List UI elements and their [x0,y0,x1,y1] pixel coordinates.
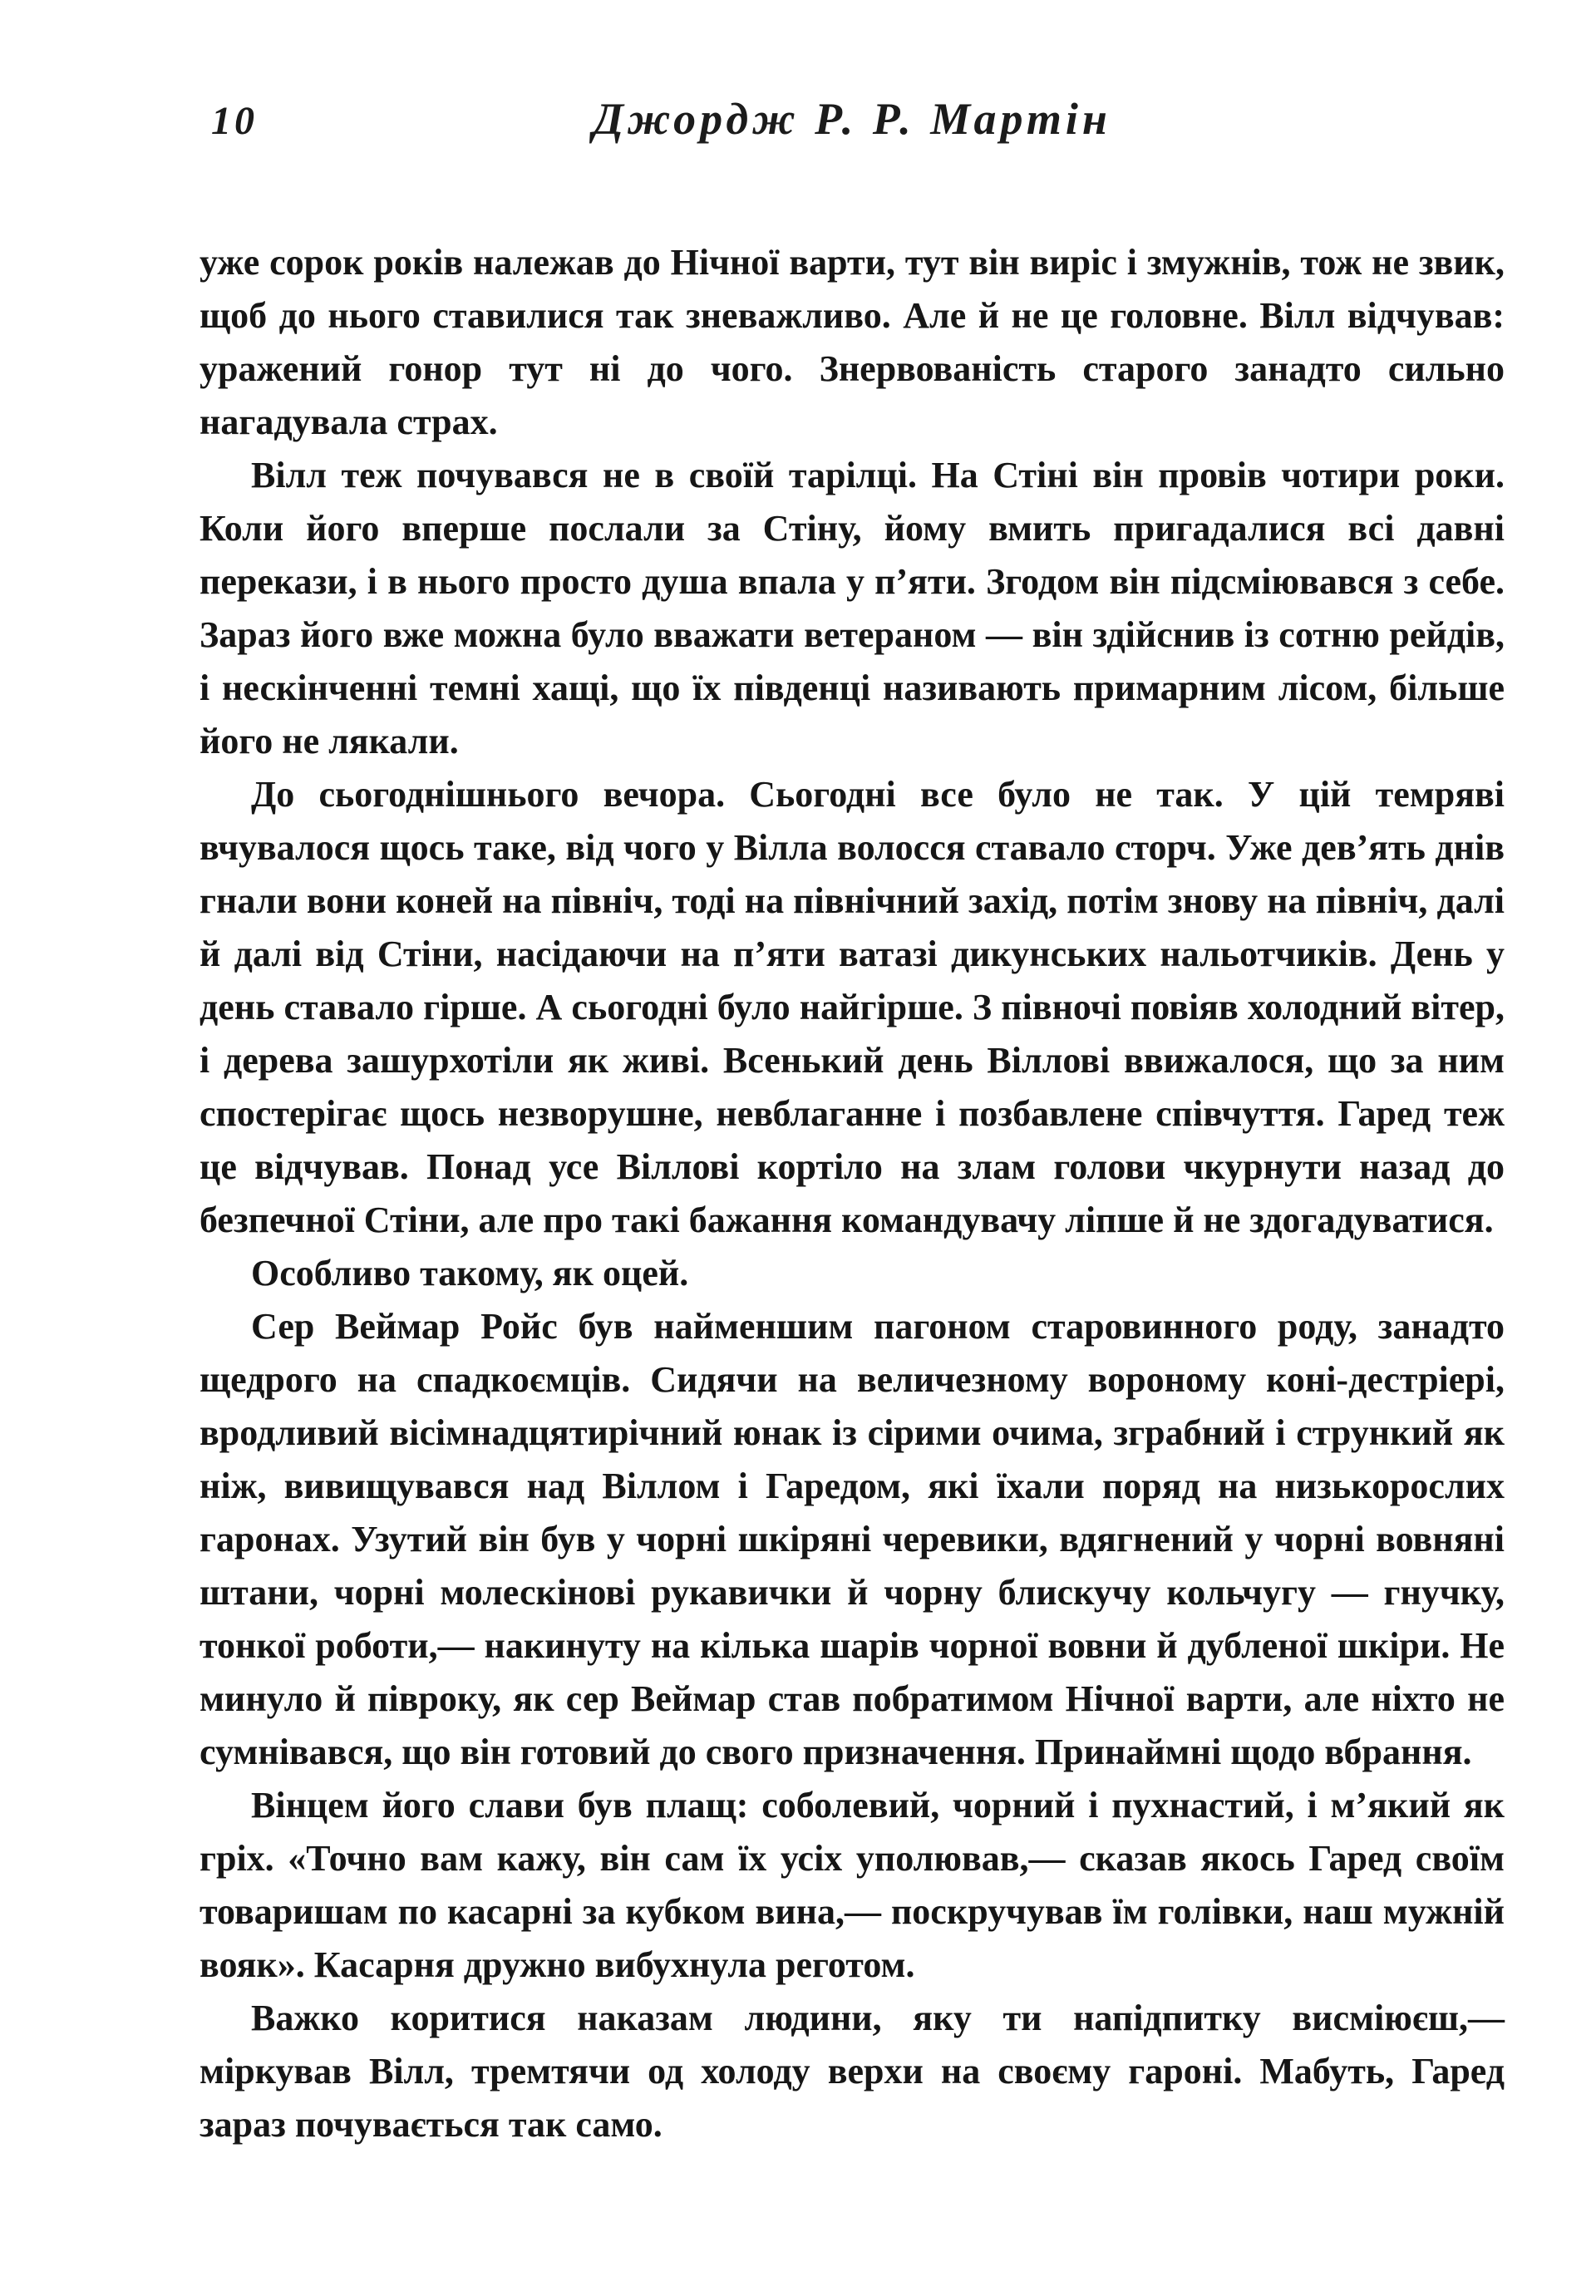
body-text [200,236,1505,2151]
paragraph: Вінцем його слави був плащ: соболевий, чорний і пухнастий, і м’який як гріх. «Точно вам кажу, він сам їх усіх уполював,— сказав якось Гаред своїм товаришам по касарні за кубком вина,— поскручував їм голівки, наш мужній вояк». Касарня дружно вибухнула реготом. [200,1785,1505,1985]
paragraph: До сьогоднішнього вечора. Сьогодні все було не так. У цій темряві вчувалося щось таке, від чого у Вілла волосся ставало сторч. Уже дев’ять днів гнали вони коней на північ, тоді на північний захід, потім знову на північ, далі й далі від Стіни, насідаючи на п’яти ватазі дикунських нальотчиків. День у день ставало гірше. А сьогодні було найгірше. З півночі повіяв холодний вітер, і дерева зашурхотіли як живі. Всенький день Віллові ввижалося, що за ним спостерігає щось незворушне, невблаганне і позбавлене співчуття. Гаред теж це відчував. Понад усе Віллові кортіло на злам голови чкурнути назад до безпечної Стіни, але про такі бажання командувачу ліпше й не здогадуватися. [200,774,1505,1240]
running-title: Джордж Р. Р. Мартін [593,94,1111,144]
paragraph: Сер Веймар Ройс був найменшим пагоном старовинного роду, занадто щедрого на спадкоємців. Сидячи на величезному вороному коні-дестріері, вродливий вісімнадцятирічний юнак із сірими очима, зграбний і стрункий як ніж, вивищувався над Віллом і Гаредом, які їхали поряд на низькорослих гаронах. Узутий він був у чорні шкіряні черевики, вдягнений у чорні вовняні штани, чорні молескінові рукавички й чорну блискучу кольчугу — гнучку, тонкої роботи,— накинуту на кілька шарів чорної вовни й дубленої шкіри. Не минуло й півроку, як сер Веймар став побратимом Нічної варти, але ніхто не сумнівався, що він готовий до свого призначення. Принаймні щодо вбрання. [200,1306,1505,1772]
paragraph: Особливо такому, як оцей. [251,1253,689,1293]
paragraph: Важко коритися наказам людини, яку ти напідпитку висміюєш,— міркував Вілл, тремтячи од холоду верхи на своєму гароні. Мабуть, Гаред зараз почувається так само. [200,1998,1505,2145]
paragraph: уже сорок років належав до Нічної варти, тут він виріс і змужнів, тож не звик, щоб до нього ставилися так зневажливо. Але й не це головне. Вілл відчував: уражений гонор тут ні до чого. Знервованість старого занадто сильно нагадувала страх. [200,242,1505,442]
paragraph: Вілл теж почувався не в своїй тарілці. На Стіні він провів чотири роки. Коли його вперше послали за Стіну, йому вмить пригадалися всі давні перекази, і в нього просто душа впала у п’яти. Згодом він підсміювався з себе. Зараз його вже можна було вважати ветераном — він здійснив із сотню рейдів, і нескінченні темні хащі, що їх південці називають примарним лісом, більше його не лякали. [200,455,1505,761]
page-number: 10 [211,99,258,143]
running-head [200,93,1505,160]
